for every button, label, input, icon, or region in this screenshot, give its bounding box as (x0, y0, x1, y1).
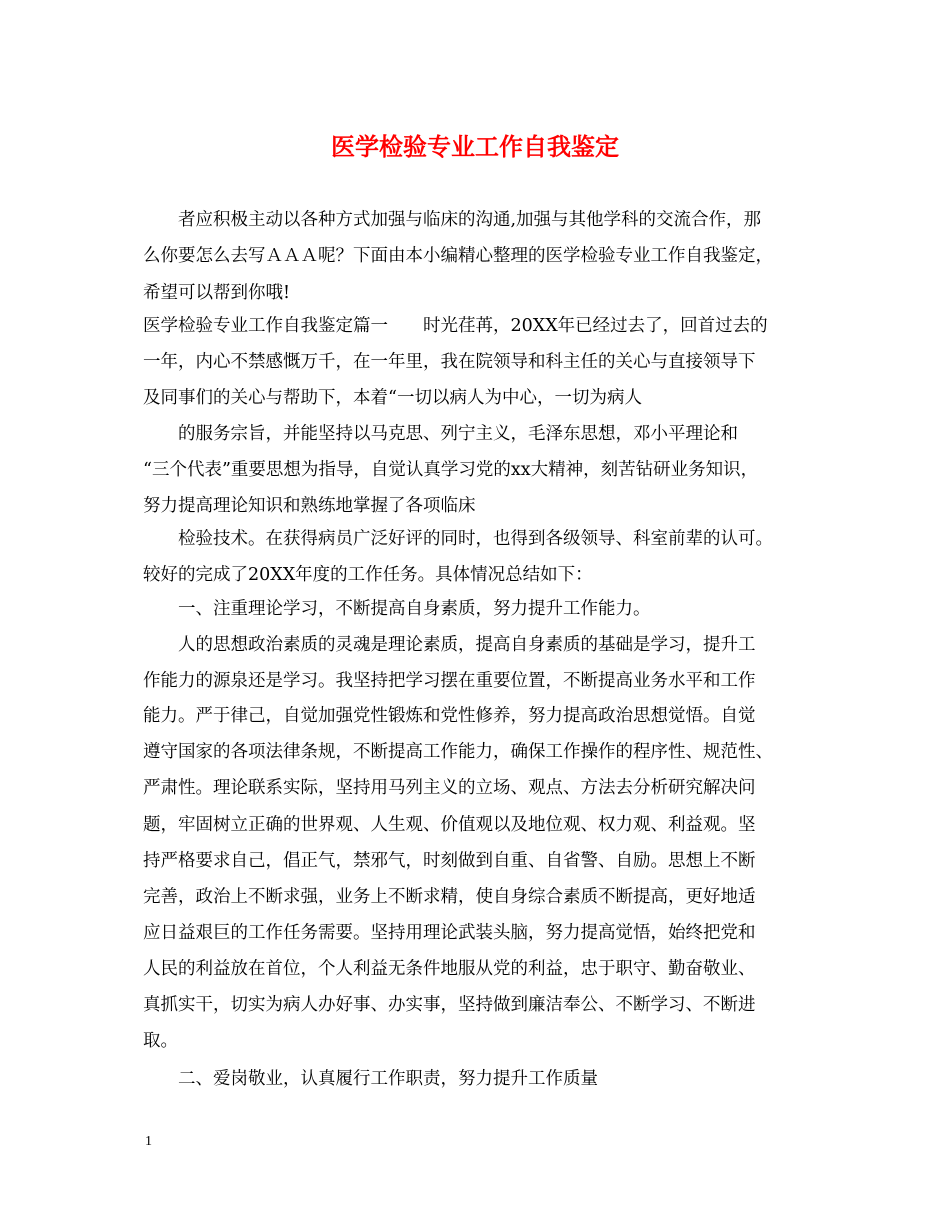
text-line: 取。 (143, 1031, 178, 1051)
text-line: 一年，内心不禁感慨万千，在一年里，我在院领导和科主任的关心与直接领导下 (143, 352, 756, 372)
text-line: 努力提高理论知识和熟练地掌握了各项临床 (143, 496, 476, 516)
text-line: 医学检验专业工作自我鉴定篇一 时光荏苒，20XX年已经过去了，回首过去的 (143, 316, 768, 336)
text-line: 严肃性。理论联系实际，坚持用马列主义的立场、观点、方法去分析研究解决问 (143, 778, 756, 798)
text-line: 么你要怎么去写ＡＡＡ呢？下面由本小编精心整理的医学检验专业工作自我鉴定， (143, 246, 773, 266)
text-line: 人民的利益放在首位，个人利益无条件地服从党的利益，忠于职守、勤奋敬业、 (143, 959, 756, 979)
text-line: 遵守国家的各项法律条规，不断提高工作能力，确保工作操作的程序性、规范性、 (143, 742, 773, 762)
text-line: 一、注重理论学习，不断提高自身素质，努力提升工作能力。 (143, 599, 651, 619)
text-line: 的服务宗旨，并能坚持以马克思、列宁主义，毛泽东思想，邓小平理论和 (143, 424, 738, 444)
text-line: 希望可以帮到你哦! (143, 283, 291, 303)
text-line: 应日益艰巨的工作任务需要。坚持用理论武装头脑，努力提高觉悟，始终把党和 (143, 923, 756, 943)
text-line: 完善，政治上不断求强，业务上不断求精，使自身综合素质不断提高，更好地适 (143, 887, 756, 907)
text-line: 较好的完成了20XX年度的工作任务。具体情况总结如下： (143, 565, 593, 585)
text-line: 人的思想政治素质的灵魂是理论素质，提高自身素质的基础是学习，提升工 (143, 635, 756, 655)
text-line: 及同事们的关心与帮助下，本着“一切以病人为中心，一切为病人 (143, 388, 642, 408)
page-number: 1 (145, 1134, 152, 1149)
text-line: 者应积极主动以各种方式加强与临床的沟通,加强与其他学科的交流合作，那 (143, 210, 762, 230)
document-title: 医学检验专业工作自我鉴定 (331, 132, 619, 161)
text-line: 检验技术。在获得病员广泛好评的同时，也得到各级领导、科室前辈的认可。 (143, 529, 773, 549)
text-line: 真抓实干，切实为病人办好事、办实事，坚持做到廉洁奉公、不断学习、不断进 (143, 995, 756, 1015)
text-line: 作能力的源泉还是学习。我坚持把学习摆在重要位置，不断提高业务水平和工作 (143, 671, 756, 691)
text-line: 二、爱岗敬业，认真履行工作职责，努力提升工作质量 (143, 1069, 598, 1089)
text-line: “三个代表”重要思想为指导，自觉认真学习党的xx大精神，刻苦钻研业务知识， (143, 460, 759, 480)
text-line: 题，牢固树立正确的世界观、人生观、价值观以及地位观、权力观、利益观。坚 (143, 815, 756, 835)
text-line: 能力。严于律己，自觉加强党性锻炼和党性修养，努力提高政治思想觉悟。自觉 (143, 706, 756, 726)
text-line: 持严格要求自己，倡正气，禁邪气，时刻做到自重、自省警、自励。思想上不断 (143, 851, 756, 871)
